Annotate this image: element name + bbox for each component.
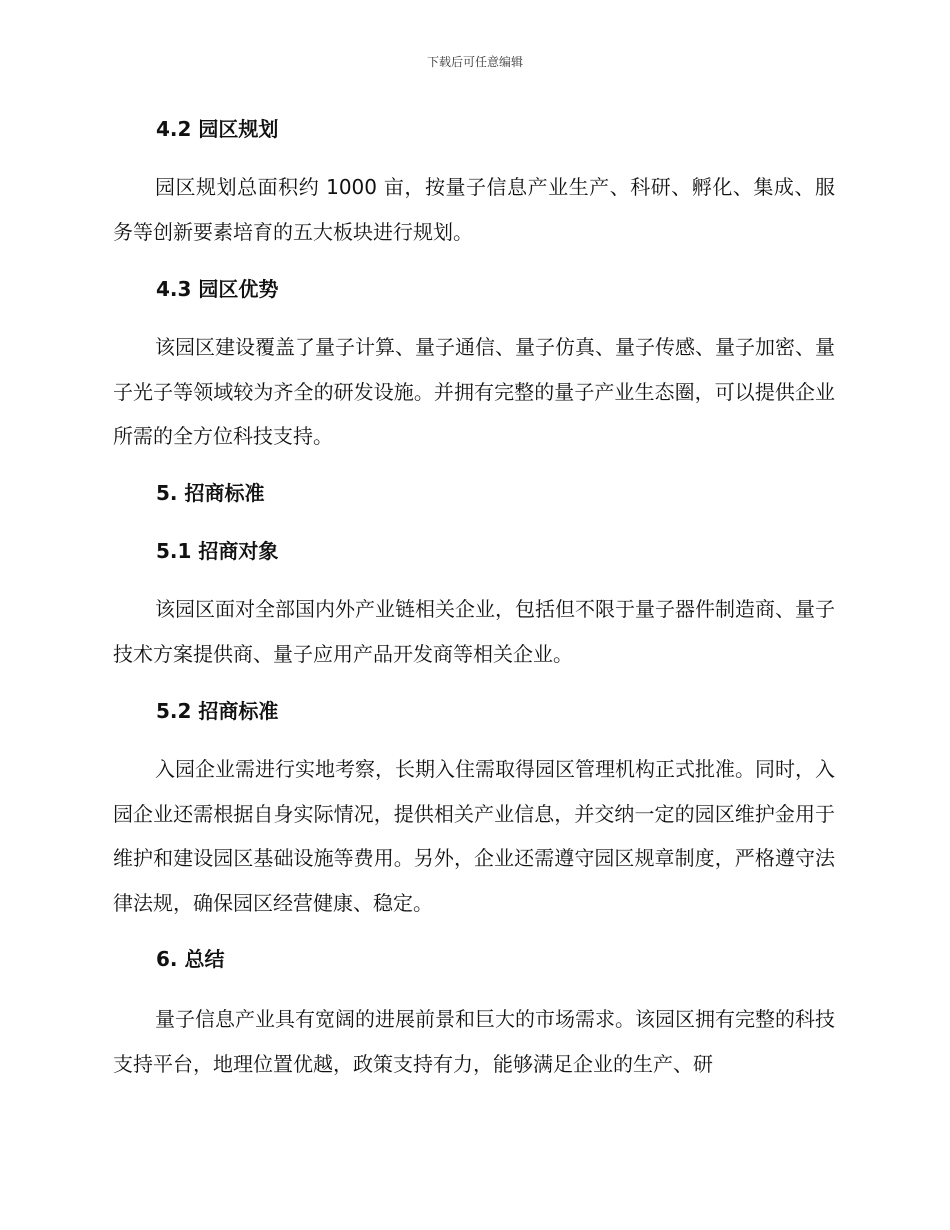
section-heading-5-2: 5.2 招商标准 (156, 699, 279, 723)
page-header: 下载后可任意编辑 (426, 55, 523, 69)
section-heading-5: 5. 招商标准 (156, 481, 265, 505)
section-paragraph-4-3: 该园区建设覆盖了量子计算、量子通信、量子仿真、量子传感、量子加密、量子光子等领域较为齐全的研发设施。并拥有完整的量子产业生态圈，可以提供企业所需的全方位科技支持。 (113, 335, 835, 448)
section-paragraph-6: 量子信息产业具有宽阔的进展前景和巨大的市场需求。该园区拥有完整的科技支持平台，地理位置优越，政策支持有力，能够满足企业的生产、研 (113, 1007, 835, 1076)
section-heading-4-3: 4.3 园区优势 (156, 277, 279, 301)
section-heading-4-2: 4.2 园区规划 (156, 117, 279, 141)
section-heading-5-1: 5.1 招商对象 (156, 539, 279, 563)
section-heading-6: 6. 总结 (156, 947, 225, 971)
section-paragraph-5-2: 入园企业需进行实地考察，长期入住需取得园区管理机构正式批准。同时，入园企业还需根据自身实际情况，提供相关产业信息，并交纳一定的园区维护金用于维护和建设园区基础设施等费用。另外，企业还需遵守园区规章制度，严格遵守法律法规，确保园区经营健康、稳定。 (113, 757, 835, 915)
section-paragraph-5-1: 该园区面对全部国内外产业链相关企业，包括但不限于量子器件制造商、量子技术方案提供商、量子应用产品开发商等相关企业。 (113, 597, 835, 666)
section-paragraph-4-2: 园区规划总面积约 1000 亩，按量子信息产业生产、科研、孵化、集成、服务等创新要素培育的五大板块进行规划。 (113, 175, 835, 244)
